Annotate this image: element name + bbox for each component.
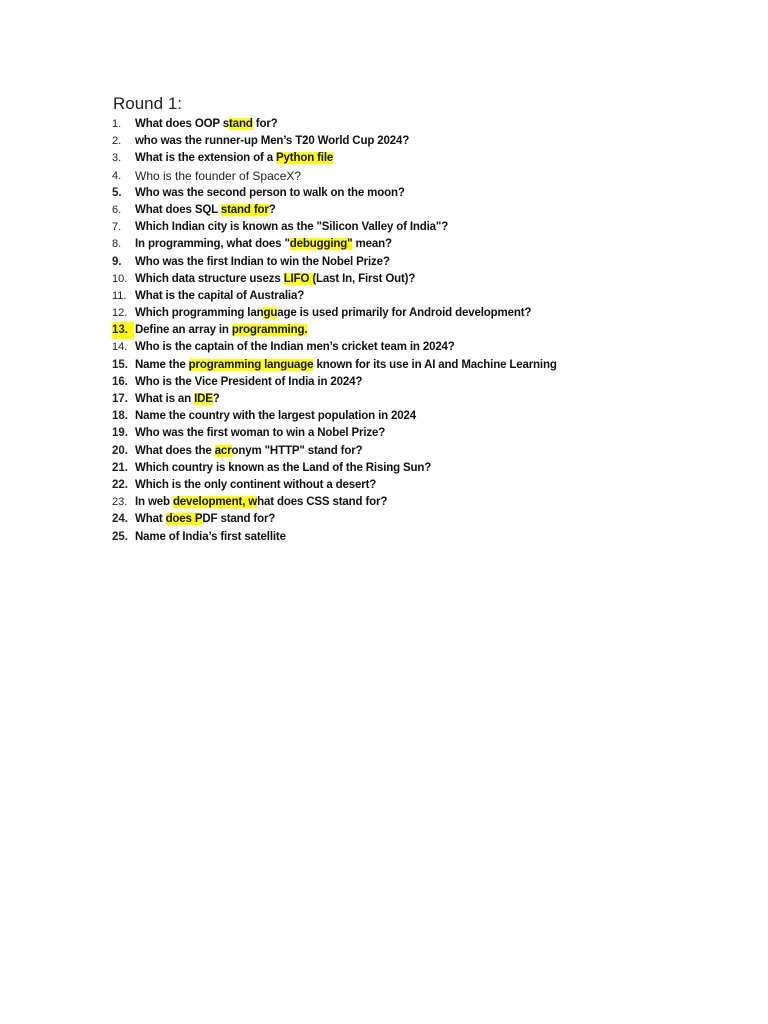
question-item <box>112 150 752 167</box>
question-item <box>112 219 752 236</box>
question-text <box>135 202 276 219</box>
question-item <box>112 339 752 356</box>
text-segment: In web <box>135 496 173 509</box>
question-number: 19. <box>112 427 128 440</box>
question-text <box>135 443 362 460</box>
question-text <box>135 116 278 133</box>
question-list <box>112 116 752 546</box>
question-number: 12. <box>112 307 128 320</box>
question-text <box>135 271 415 288</box>
question-text <box>135 185 405 202</box>
question-text <box>135 133 409 150</box>
question-item <box>112 202 752 219</box>
highlighted-text: programming. <box>231 324 308 337</box>
text-segment: What is an <box>135 393 195 405</box>
question-text <box>135 236 392 253</box>
text-segment: What does OOP s <box>135 118 230 130</box>
question-number: 2. <box>112 135 122 148</box>
text-segment: Who is the founder of SpaceX? <box>135 168 302 183</box>
highlighted-text: Python file <box>276 152 334 165</box>
highlighted-text: programming language <box>188 358 314 371</box>
question-number: 22. <box>112 478 128 491</box>
text-segment: mean? <box>352 238 392 251</box>
text-segment: known for its use in AI and Machine Learning <box>313 358 557 371</box>
text-segment: hat does CSS stand for? <box>257 496 388 509</box>
question-number: 10. <box>112 272 128 285</box>
question-text <box>135 529 286 546</box>
question-text <box>135 357 557 374</box>
question-text <box>135 288 304 305</box>
question-item <box>112 185 752 202</box>
question-item <box>112 288 752 305</box>
question-number: 6. <box>112 203 122 216</box>
question-item <box>112 357 752 374</box>
text-segment: ? <box>212 393 220 405</box>
question-number: 20. <box>112 444 128 457</box>
question-text <box>135 425 385 442</box>
question-item <box>112 529 752 546</box>
question-item <box>112 494 752 511</box>
text-segment: Which data structure usezs <box>135 272 284 285</box>
text-segment: Last In, First Out)? <box>316 272 416 285</box>
highlighted-text: stand for <box>220 203 269 216</box>
question-text <box>135 305 531 322</box>
question-item <box>112 460 752 477</box>
text-segment: Name the country with the largest population in 2024 <box>135 410 417 423</box>
question-item <box>112 511 752 528</box>
highlighted-text: debugging" <box>289 238 353 251</box>
question-item <box>112 271 752 288</box>
question-number: 7. <box>112 221 122 234</box>
question-number: 9. <box>112 255 122 268</box>
question-item <box>112 168 752 185</box>
question-number: 3. <box>112 152 122 165</box>
text-segment: Who is the captain of the Indian men’s cricket team in 2024? <box>135 341 455 354</box>
question-number: 16. <box>112 375 128 388</box>
question-item <box>112 322 752 339</box>
highlighted-text: IDE <box>194 393 213 405</box>
text-segment: What does SQL <box>135 203 221 216</box>
highlighted-text: tand <box>229 118 253 130</box>
text-segment: ? <box>268 203 276 216</box>
highlighted-text: development, w <box>172 496 258 509</box>
question-text <box>135 339 455 356</box>
question-number: 23. <box>112 496 128 509</box>
question-text <box>135 477 376 494</box>
question-text <box>135 322 307 339</box>
text-segment: DF stand for? <box>202 513 276 526</box>
question-number: 14. <box>112 341 128 354</box>
highlighted-text: does P <box>165 513 203 526</box>
text-segment: Name of India’s first satellite <box>135 530 286 543</box>
question-text <box>135 460 431 477</box>
text-segment: What is the capital of Australia? <box>135 289 305 302</box>
question-item <box>112 305 752 322</box>
text-segment: who was the runner-up Men’s T20 World Cup 2024? <box>135 135 410 148</box>
question-number: 15. <box>112 358 128 371</box>
question-number: 8. <box>112 238 122 251</box>
text-segment: Who is the Vice President of India in 2024? <box>135 375 363 388</box>
question-text <box>135 511 275 528</box>
question-number: 17. <box>112 393 128 405</box>
question-item <box>112 116 752 133</box>
question-text <box>135 408 416 425</box>
highlighted-text: gu <box>263 307 278 320</box>
text-segment: Name the <box>135 358 189 371</box>
text-segment: Which Indian city is known as the "Silicon Valley of India"? <box>135 221 449 234</box>
text-segment: What does the <box>135 444 215 457</box>
question-number: 21. <box>112 461 128 474</box>
question-number: 24. <box>112 513 128 526</box>
question-text <box>135 150 333 167</box>
text-segment: Who was the first Indian to win the Nobel Prize? <box>135 255 390 268</box>
question-text <box>135 254 390 271</box>
text-segment: Which country is known as the Land of the Rising Sun? <box>135 461 432 474</box>
question-item <box>112 425 752 442</box>
question-text <box>135 219 448 236</box>
text-segment: onym "HTTP" stand for? <box>231 444 363 457</box>
question-item <box>112 391 752 408</box>
question-item <box>112 443 752 460</box>
text-segment: age is used primarily for Android development? <box>277 307 532 320</box>
text-segment: In programming, what does " <box>135 238 290 251</box>
question-item <box>112 254 752 271</box>
question-number: 18. <box>112 410 128 423</box>
text-segment: What <box>135 513 166 526</box>
text-segment: Who was the first woman to win a Nobel Prize? <box>135 427 386 440</box>
question-text <box>135 494 387 511</box>
text-segment: Which programming lan <box>135 307 264 320</box>
question-number: 5. <box>112 186 122 199</box>
text-segment: Who was the second person to walk on the moon? <box>135 186 405 199</box>
question-number: 25. <box>112 530 128 543</box>
highlighted-text: LIFO ( <box>283 272 317 285</box>
text-segment: What is the extension of a <box>135 152 276 165</box>
question-text <box>135 391 220 408</box>
question-item <box>112 236 752 253</box>
question-item <box>112 133 752 150</box>
text-segment: Define an array in <box>135 324 232 337</box>
text-segment: for? <box>252 118 278 130</box>
question-number: 1. <box>112 118 122 130</box>
question-item <box>112 477 752 494</box>
question-number: 13. <box>112 322 134 339</box>
question-item <box>112 408 752 425</box>
question-text <box>135 168 301 185</box>
text-segment: Which is the only continent without a desert? <box>135 478 377 491</box>
question-item <box>112 374 752 391</box>
question-number: 11. <box>112 289 127 302</box>
question-number: 4. <box>112 169 122 182</box>
question-text <box>135 374 362 391</box>
highlighted-text: acr <box>214 444 232 457</box>
round-title: Round 1: <box>113 94 182 113</box>
